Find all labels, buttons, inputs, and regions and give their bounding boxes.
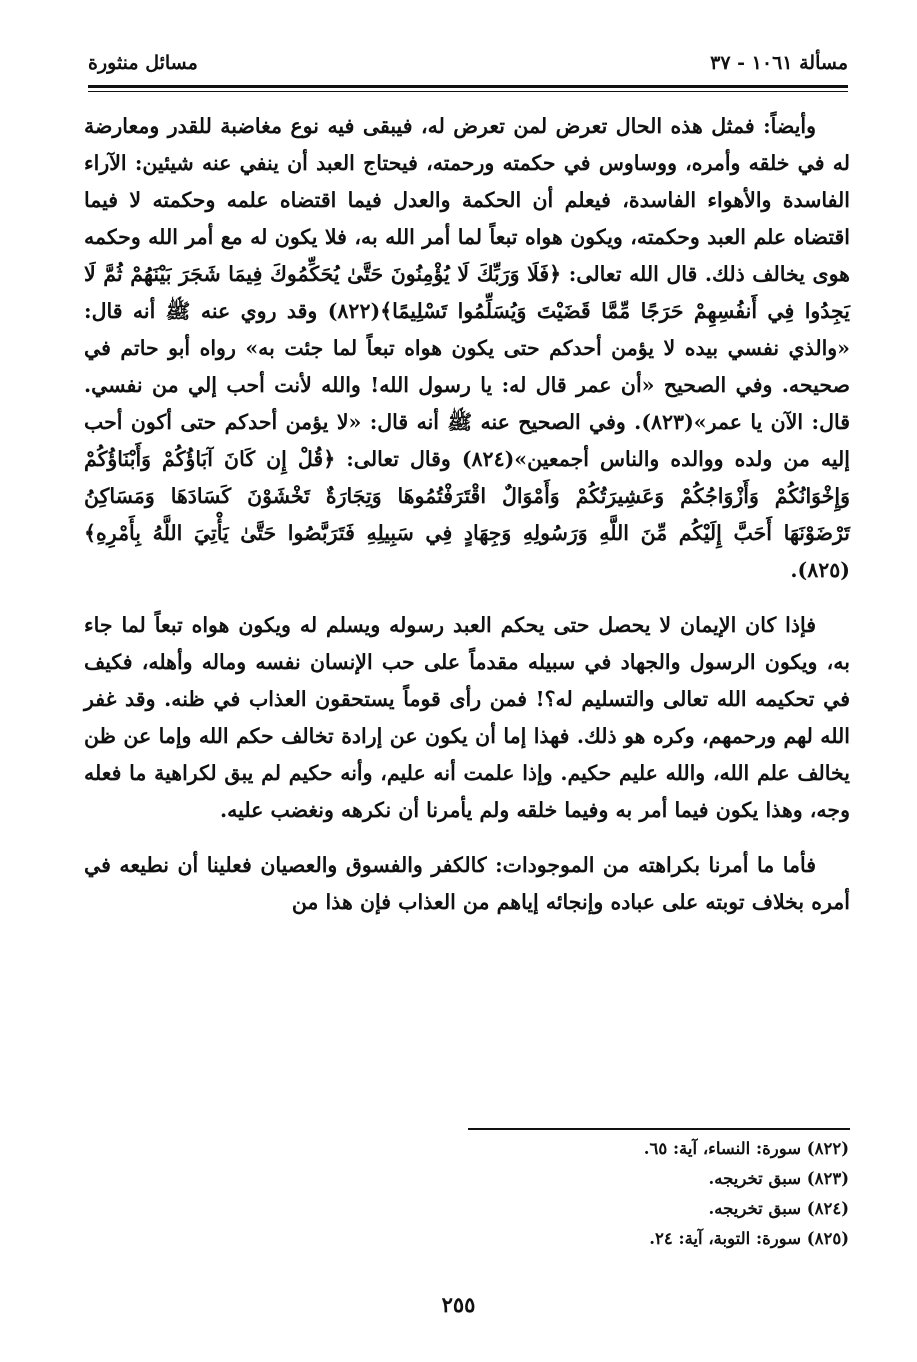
running-header bbox=[88, 48, 848, 78]
paragraph-1: وأيضاً: فمثل هذه الحال تعرض لمن تعرض له، فيبقى فيه نوع مغاضبة للقدر ومعارضة له في خلقه وأمره، ووساوس في حكمته ورحمته، فيحتاج العبد أن ينفي عنه شيئين: الآراء الفاسدة والأهواء الفاسدة، فيعلم أن الحكمة والعدل فيما اقتضاه علمه وحكمته لا فيما اقتضاه علم العبد وحكمته، ويكون هواه تبعاً لما أمر الله به، فلا يكون له مع أمر الله وحكمه هوى يخالف ذلك. قال الله تعالى: ﴿فَلَا وَرَبِّكَ لَا يُؤْمِنُونَ حَتَّىٰ يُحَكِّمُوكَ فِيمَا شَجَرَ بَيْنَهُمْ ثُمَّ لَا يَجِدُوا فِي أَنفُسِهِمْ حَرَجًا مِّمَّا قَضَيْتَ وَيُسَلِّمُوا تَسْلِيمًا﴾(٨٢٢) وقد روي عنه ﷺ أنه قال: «والذي نفسي بيده لا يؤمن أحدكم حتى يكون هواه تبعاً لما جئت به» رواه أبو حاتم في صحيحه. وفي الصحيح «أن عمر قال له: يا رسول الله! والله لأنت أحب إلي من نفسي. قال: الآن يا عمر»(٨٢٣). وفي الصحيح عنه ﷺ أنه قال: «لا يؤمن أحدكم حتى أكون أحب إليه من ولده ووالده والناس أجمعين»(٨٢٤) وقال تعالى: ﴿قُلْ إِن كَانَ آبَاؤُكُمْ وَأَبْنَاؤُكُمْ وَإِخْوَانُكُمْ وَأَزْوَاجُكُمْ وَعَشِيرَتُكُمْ وَأَمْوَالٌ اقْتَرَفْتُمُوهَا وَتِجَارَةٌ تَخْشَوْنَ كَسَادَهَا وَمَسَاكِنُ تَرْضَوْنَهَا أَحَبَّ إِلَيْكُم مِّنَ اللَّهِ وَرَسُولِهِ وَجِهَادٍ فِي سَبِيلِهِ فَتَرَبَّصُوا حَتَّىٰ يَأْتِيَ اللَّهُ بِأَمْرِهِ﴾(٨٢٥). bbox=[84, 114, 851, 582]
header-rule-thick bbox=[88, 85, 848, 88]
footnotes bbox=[349, 1134, 849, 1254]
main-text bbox=[84, 108, 850, 939]
footnote-823: (٨٢٣) سبق تخريجه. bbox=[708, 1169, 849, 1188]
paragraph-3: فأما ما أمرنا بكراهته من الموجودات: كالكفر والفسوق والعصيان فعلينا أن نطيعه في أمره بخلاف توبته على عباده وإنجائه إياهم من العذاب فإن هذا من bbox=[84, 853, 850, 914]
paragraph-2: فإذا كان الإيمان لا يحصل حتى يحكم العبد رسوله ويسلم له ويكون هواه تبعاً لما جاء به، ويكون الرسول والجهاد في سبيله مقدماً على حب الإنسان نفسه وماله وأهله، فكيف في تحكيمه الله تعالى والتسليم له؟! فمن رأى قوماً يستحقون العذاب في ظنه. وقد غفر الله لهم ورحمهم، وكره هو ذلك. فهذا إما أن يكون عن إرادة تخالف حكم الله وإما عن ظن يخالف علم الله، والله عليم حكيم. وإذا علمت أنه عليم، وأنه حكيم لم يبق لكراهية ما فعله وجه، وهذا يكون فيما أمر به وفيما خلقه ولم يأمرنا أن نكرهه ونغضب عليه. bbox=[84, 613, 850, 822]
footnote-822: (٨٢٢) سورة: النساء، آية: ٦٥. bbox=[643, 1139, 849, 1158]
footnote-separator bbox=[468, 1128, 850, 1130]
footnote-825: (٨٢٥) سورة: التوبة، آية: ٢٤. bbox=[649, 1229, 849, 1248]
running-title: مسائل منثورة bbox=[88, 52, 198, 74]
footnote-824: (٨٢٤) سبق تخريجه. bbox=[708, 1199, 849, 1218]
issue-number: مسألة ١٠٦١ - ٣٧ bbox=[710, 52, 848, 74]
page-number: ٢٥٥ bbox=[441, 1292, 476, 1317]
header-rule-thin bbox=[88, 91, 848, 92]
